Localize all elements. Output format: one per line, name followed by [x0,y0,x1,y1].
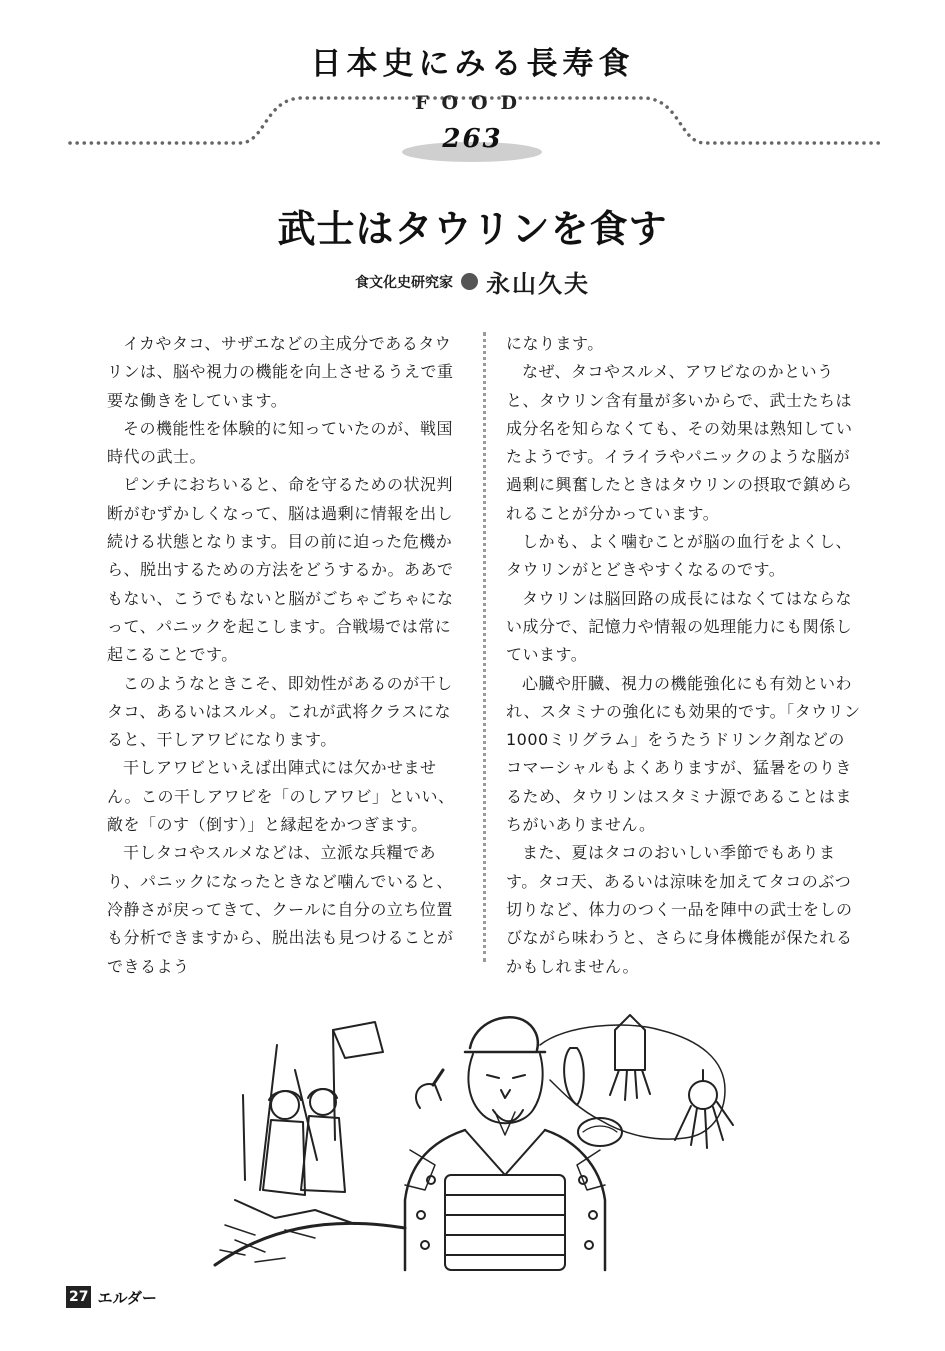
paragraph: また、夏はタコのおいしい季節でもあります。タコ天、あるいは涼味を加えてタコのぶつ切りなど、体力のつく一品を陣中の武士をしのびながら味わうと、さらに身体機能が保たれるかもしれません。 [506,843,853,976]
column-divider [483,332,486,962]
paragraph: タウリンは脳回路の成長にはなくてはならない成分で、記憶力や情報の処理能力にも関係しています。 [506,588,853,665]
paragraph: 干しアワビといえば出陣式には欠かせません。この干しアワビを「のしアワビ」といい、敵を「のす（倒す）」と縁起をかつぎます。 [107,758,455,835]
paragraph: このようなときこそ、即効性があるのが干しタコ、あるいはスルメ。これが武将クラスになると、干しアワビになります。 [107,673,453,750]
byline [0,264,945,299]
article-title: 武士はタウリンを食す [277,207,668,251]
paragraph: ピンチにおちいると、命を守るための状況判断がむずかしくなって、脳は過剰に情報を出し続ける状態となります。目の前に迫った危機から、脱出するための方法をどうするか。ああでもない、こうでもないと脳がごちゃごちゃになって、パニックを起こします。合戦場では常に起こることです。 [107,475,454,665]
series-title: 日本史にみる長寿食 [310,46,635,82]
paragraph: しかも、よく噛むことが脳の血行をよくし、タウリンがとどきやすくなるのです。 [506,532,853,580]
page-number: 27 [66,1286,91,1308]
paragraph: イカやタコ、サザエなどの主成分であるタウリンは、脳や視力の機能を向上させるうえで重要な働きをしています。 [107,334,454,410]
samurai-illustration [205,1000,765,1275]
bullet-dot-icon [461,273,478,290]
paragraph: その機能性を体験的に知っていたのが、戦国時代の武士。 [107,418,454,467]
food-label: FOOD [414,92,531,114]
paragraph: なぜ、タコやスルメ、アワビなのかというと、タウリン含有量が多いからで、武士たちは成分名を知らなくても、その効果は熟知していたようです。イライラやパニックのような脳が過剰に興奮したときはタウリンの摂取で鎮められることが分かっています。 [506,362,853,523]
paragraph: 干しタコやスルメなどは、立派な兵糧であり、パニックになったときなど噛んでいると、冷静さが戻ってきて、クールに自分の立ち位置も分析できますから、脱出法も見つけることができるよう [107,843,454,976]
magazine-name: エルダー [97,1288,157,1307]
paragraph: 心臓や肝臓、視力の機能強化にも有効といわれ、スタミナの強化にも効果的です。「タウリン1000ミリグラム」をうたうドリンク剤などのコマーシャルもよくありますが、猛暑をのりきるため、タウリンはスタミナ源であることはまちがいありません。 [506,673,861,835]
author-name: 永山久夫 [486,270,590,298]
body-column-right [506,330,861,981]
page-footer [66,1286,157,1308]
paragraph-continuation: になります。 [506,334,604,353]
issue-number: 263 [442,124,503,154]
body-column-left [107,330,462,981]
author-role: 食文化史研究家 [355,274,453,291]
